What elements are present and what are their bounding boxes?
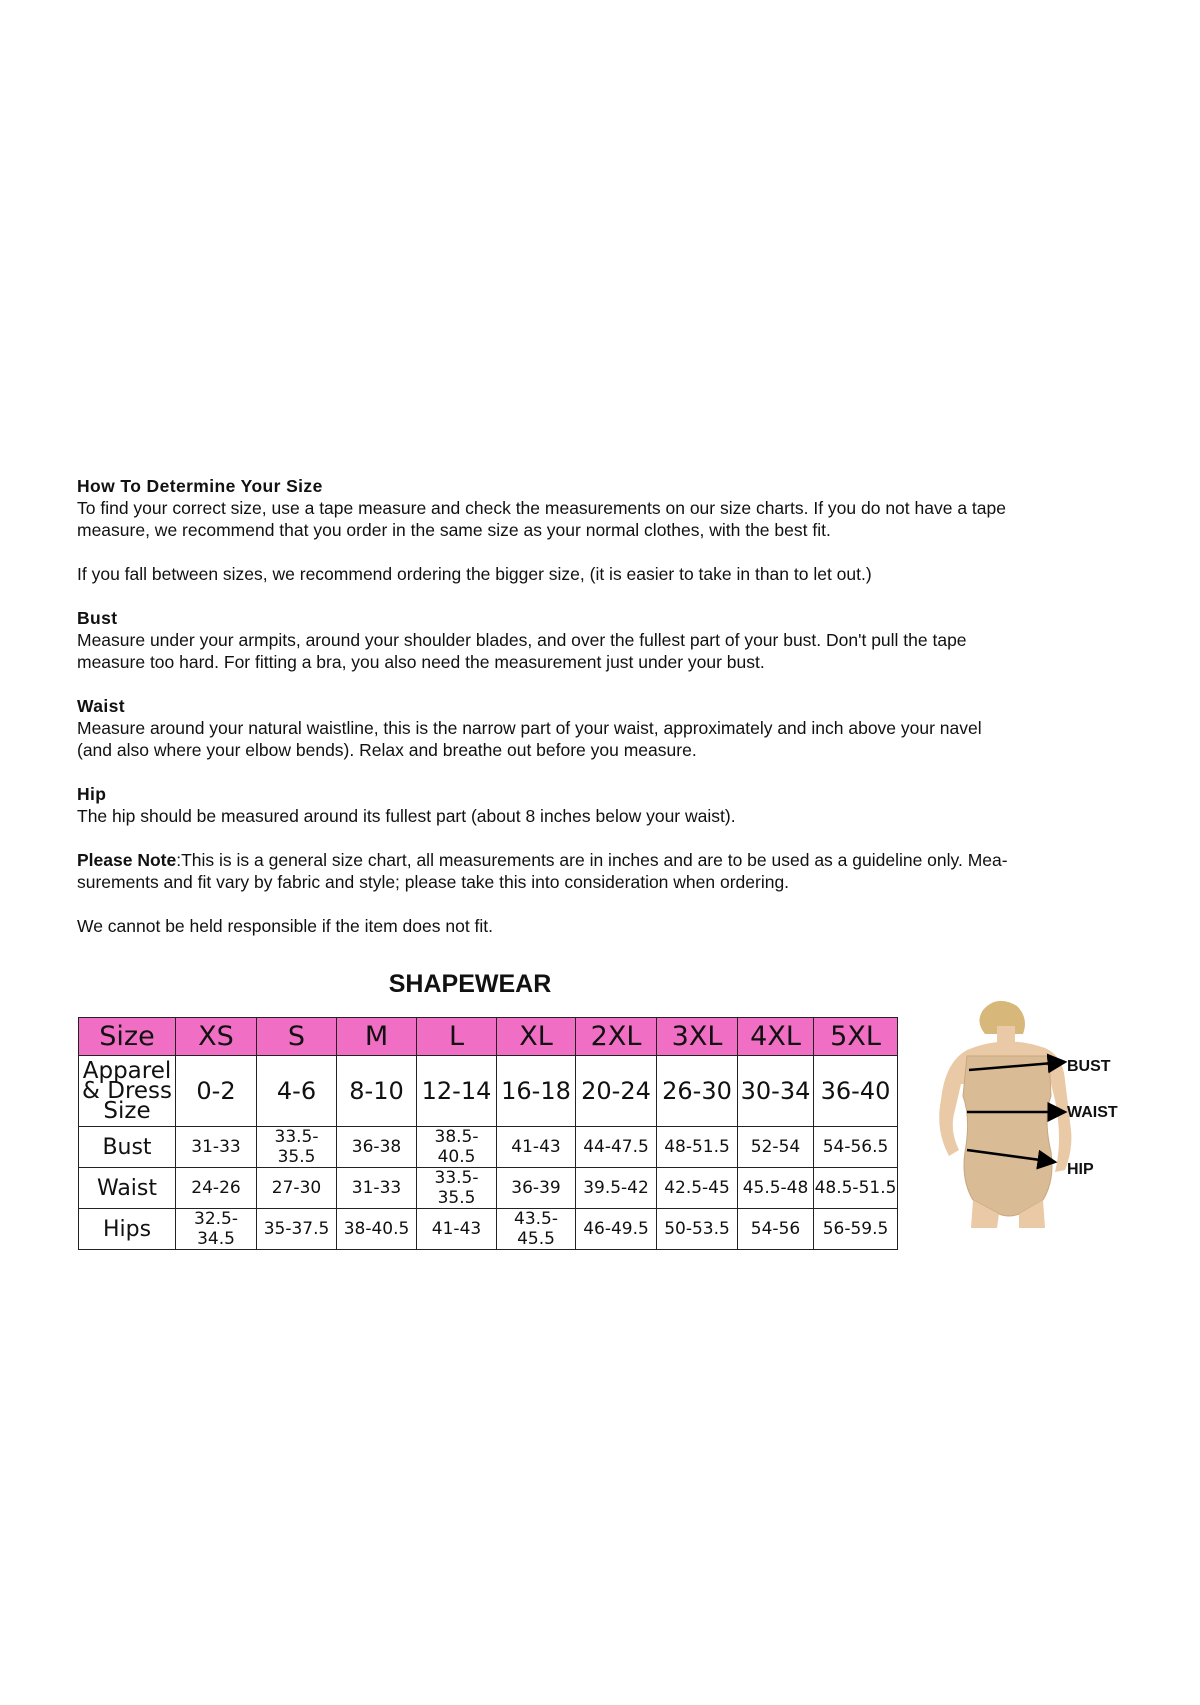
waist-label: Waist: [79, 1168, 176, 1209]
bust-line-2: measure too hard. For fitting a bra, you also need the measurement just under your bust.: [77, 652, 765, 672]
size-label: Size: [79, 1018, 176, 1056]
note-line-1: [77, 849, 1067, 871]
guide-heading: How To Determine Your Size: [77, 476, 323, 496]
waist-row: [79, 1168, 898, 1209]
size-cell: XS: [176, 1018, 257, 1056]
waist-cell: 36-39: [497, 1168, 576, 1209]
size-cell: 2XL: [576, 1018, 657, 1056]
hip-line-1: The hip should be measured around its fullest part (about 8 inches below your waist).: [77, 806, 736, 826]
apparel-cell: 12-14: [417, 1056, 497, 1127]
size-cell: 3XL: [657, 1018, 738, 1056]
apparel-cell: 8-10: [337, 1056, 417, 1127]
waist-cell: 24-26: [176, 1168, 257, 1209]
size-guide-text: [77, 475, 1067, 937]
waist-cell: 42.5-45: [657, 1168, 738, 1209]
waist-cell: 45.5-48: [738, 1168, 814, 1209]
hip-heading: Hip: [77, 784, 107, 804]
apparel-cell: 16-18: [497, 1056, 576, 1127]
waist-cell: 48.5-51.5: [814, 1168, 898, 1209]
hips-row: [79, 1209, 898, 1250]
hips-cell: 54-56: [738, 1209, 814, 1250]
bust-row: [79, 1127, 898, 1168]
waist-cell: 33.5-35.5: [417, 1168, 497, 1209]
size-cell: S: [257, 1018, 337, 1056]
hips-cell: 56-59.5: [814, 1209, 898, 1250]
waist-cell: 27-30: [257, 1168, 337, 1209]
note-label: Please Note: [77, 850, 177, 870]
waist-marker-label: WAIST: [1067, 1104, 1118, 1121]
size-cell: 5XL: [814, 1018, 898, 1056]
apparel-label-line: Size: [103, 1098, 151, 1124]
waist-cell: 39.5-42: [576, 1168, 657, 1209]
bust-line-1: Measure under your armpits, around your shoulder blades, and over the fullest part of your bust. Don't pull the tape: [77, 630, 967, 650]
hip-marker-label: HIP: [1067, 1161, 1094, 1178]
hips-cell: 43.5-45.5: [497, 1209, 576, 1250]
size-header-row: [79, 1018, 898, 1056]
bust-cell: 36-38: [337, 1127, 417, 1168]
hips-cell: 41-43: [417, 1209, 497, 1250]
size-cell: XL: [497, 1018, 576, 1056]
waist-line-1: Measure around your natural waistline, this is the narrow part of your waist, approximately and inch above your navel: [77, 718, 982, 738]
bust-label: Bust: [79, 1127, 176, 1168]
chart-title: SHAPEWEAR: [388, 970, 552, 998]
guide-intro-line-1: To find your correct size, use a tape measure and check the measurements on our size charts. If you do not have a tape: [77, 498, 1006, 518]
note-line-2: surements and fit vary by fabric and style; please take this into consideration when ordering.: [77, 872, 790, 892]
guide-between-sizes: If you fall between sizes, we recommend ordering the bigger size, (it is easier to take in than to let out.): [77, 564, 872, 584]
disclaimer: We cannot be held responsible if the item does not fit.: [77, 916, 494, 936]
bust-cell: 31-33: [176, 1127, 257, 1168]
hips-cell: 46-49.5: [576, 1209, 657, 1250]
waist-line-2: (and also where your elbow bends). Relax and breathe out before you measure.: [77, 740, 697, 760]
note-text: :This is is a general size chart, all measurements are in inches and are to be used as a guideline only. Mea-: [176, 850, 1008, 870]
bust-cell: 33.5-35.5: [257, 1127, 337, 1168]
apparel-cell: 30-34: [738, 1056, 814, 1127]
size-chart-table: [78, 1017, 898, 1250]
bust-heading: Bust: [77, 608, 118, 628]
waist-cell: 31-33: [337, 1168, 417, 1209]
size-cell: 4XL: [738, 1018, 814, 1056]
apparel-cell: 26-30: [657, 1056, 738, 1127]
guide-intro-line-2: measure, we recommend that you order in the same size as your normal clothes, with the best fit.: [77, 520, 831, 540]
apparel-label-line: Apparel: [82, 1058, 172, 1084]
apparel-cell: 4-6: [257, 1056, 337, 1127]
measurement-figure: [905, 1000, 1130, 1228]
size-cell: L: [417, 1018, 497, 1056]
apparel-row: [79, 1056, 898, 1127]
apparel-cell: 36-40: [814, 1056, 898, 1127]
waist-heading: Waist: [77, 696, 126, 716]
hips-cell: 50-53.5: [657, 1209, 738, 1250]
bust-cell: 48-51.5: [657, 1127, 738, 1168]
hips-cell: 38-40.5: [337, 1209, 417, 1250]
bust-cell: 41-43: [497, 1127, 576, 1168]
apparel-label: [79, 1056, 176, 1127]
bust-cell: 44-47.5: [576, 1127, 657, 1168]
bust-cell: 52-54: [738, 1127, 814, 1168]
hips-cell: 35-37.5: [257, 1209, 337, 1250]
apparel-label-line: & Dress: [81, 1078, 173, 1104]
hips-label: Hips: [79, 1209, 176, 1250]
bust-cell: 38.5-40.5: [417, 1127, 497, 1168]
shapewear-body: [963, 1056, 1052, 1216]
size-cell: M: [337, 1018, 417, 1056]
bust-cell: 54-56.5: [814, 1127, 898, 1168]
apparel-cell: 0-2: [176, 1056, 257, 1127]
hips-cell: 32.5-34.5: [176, 1209, 257, 1250]
bust-marker-label: BUST: [1067, 1058, 1111, 1075]
apparel-cell: 20-24: [576, 1056, 657, 1127]
neck-shape: [997, 1026, 1015, 1042]
